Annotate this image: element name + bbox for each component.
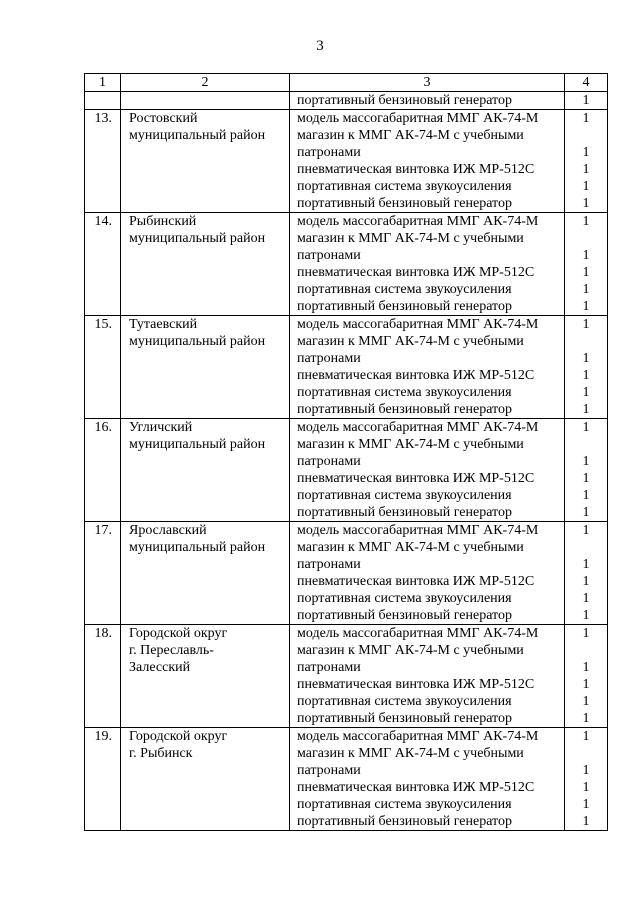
qty-spacer xyxy=(565,642,607,659)
qty-value: 1 xyxy=(582,574,590,589)
item-cell xyxy=(290,110,565,213)
item-line: модель массогабаритная ММГ АК-74-М xyxy=(297,523,539,538)
continuation-row xyxy=(85,92,608,110)
qty-cell xyxy=(565,625,608,728)
region-cell xyxy=(121,419,290,522)
qty-value: 1 xyxy=(582,729,590,744)
item-line: портативная система звукоусиления xyxy=(297,797,512,812)
row-number: 19. xyxy=(94,729,112,744)
region-line: муниципальный район xyxy=(129,540,266,555)
region-line: муниципальный район xyxy=(129,437,266,452)
item-line: модель массогабаритная ММГ АК-74-М xyxy=(297,317,539,332)
region-line: Залесский xyxy=(129,660,191,675)
item-line: портативный бензиновый генератор xyxy=(297,299,512,314)
item-line: патронами xyxy=(297,248,361,263)
region-line: Угличский xyxy=(129,420,193,435)
number-cell xyxy=(85,92,121,110)
item-line: портативная система звукоусиления xyxy=(297,282,512,297)
page-number: 3 xyxy=(316,38,324,54)
item-line: портативная система звукоусиления xyxy=(297,179,512,194)
qty-value: 1 xyxy=(582,214,590,229)
header-row xyxy=(85,74,608,92)
number-cell xyxy=(85,522,121,625)
number-cell xyxy=(85,625,121,728)
qty-value: 1 xyxy=(582,505,590,520)
table-row xyxy=(85,213,608,316)
item-line: портативная система звукоусиления xyxy=(297,385,512,400)
region-cell xyxy=(121,213,290,316)
qty-value: 1 xyxy=(582,523,590,538)
qty-value: 1 xyxy=(582,814,590,829)
item-line: портативный бензиновый генератор xyxy=(297,608,512,623)
qty-value: 1 xyxy=(582,420,590,435)
item-line: патронами xyxy=(297,557,361,572)
qty-value: 1 xyxy=(582,591,590,606)
qty-spacer xyxy=(565,436,607,453)
item-line: патронами xyxy=(297,454,361,469)
region-line: Городской округ xyxy=(129,729,228,744)
region-cell xyxy=(121,316,290,419)
table-row xyxy=(85,316,608,419)
region-cell xyxy=(121,92,290,110)
item-line: модель массогабаритная ММГ АК-74-М xyxy=(297,214,539,229)
row-number: 17. xyxy=(94,523,112,538)
row-number: 13. xyxy=(94,111,112,126)
region-line: муниципальный район xyxy=(129,231,266,246)
qty-value: 1 xyxy=(582,711,590,726)
qty-value: 1 xyxy=(582,626,590,641)
qty-cell xyxy=(565,92,608,110)
item-line: пневматическая винтовка ИЖ МР-512С xyxy=(297,677,535,692)
qty-value: 1 xyxy=(582,454,590,469)
qty-cell xyxy=(565,316,608,419)
qty-value: 1 xyxy=(582,282,590,297)
item-cell xyxy=(290,625,565,728)
item-line: патронами xyxy=(297,763,361,778)
item-line: пневматическая винтовка ИЖ МР-512С xyxy=(297,368,535,383)
qty-spacer xyxy=(565,127,607,144)
qty-cell xyxy=(565,110,608,213)
header-cell: 1 xyxy=(85,74,121,92)
region-cell xyxy=(121,625,290,728)
item-cell xyxy=(290,92,565,110)
qty-cell xyxy=(565,213,608,316)
number-cell xyxy=(85,316,121,419)
region-line: Городской округ xyxy=(129,626,228,641)
qty-value: 1 xyxy=(582,265,590,280)
item-line: модель массогабаритная ММГ АК-74-М xyxy=(297,729,539,744)
qty-value: 1 xyxy=(582,763,590,778)
qty-value: 1 xyxy=(582,385,590,400)
qty-value: 1 xyxy=(582,471,590,486)
qty-cell xyxy=(565,522,608,625)
item-line: магазин к ММГ АК-74-М с учебными xyxy=(297,231,524,246)
item-line: портативный бензиновый генератор xyxy=(297,711,512,726)
header-cell: 3 xyxy=(290,74,565,92)
item-line: модель массогабаритная ММГ АК-74-М xyxy=(297,420,539,435)
qty-value: 1 xyxy=(582,93,590,108)
qty-value: 1 xyxy=(582,660,590,675)
row-number: 14. xyxy=(94,214,112,229)
item-line: пневматическая винтовка ИЖ МР-512С xyxy=(297,780,535,795)
number-cell xyxy=(85,213,121,316)
table-row xyxy=(85,419,608,522)
table-body xyxy=(85,74,608,831)
qty-value: 1 xyxy=(582,402,590,417)
item-line: патронами xyxy=(297,660,361,675)
item-line: пневматическая винтовка ИЖ МР-512С xyxy=(297,471,535,486)
item-line: портативная система звукоусиления xyxy=(297,694,512,709)
qty-value: 1 xyxy=(582,317,590,332)
item-line: портативный бензиновый генератор xyxy=(297,196,512,211)
row-number: 18. xyxy=(94,626,112,641)
region-line: Ярославский xyxy=(129,523,207,538)
item-cell xyxy=(290,316,565,419)
qty-value: 1 xyxy=(582,608,590,623)
qty-cell xyxy=(565,419,608,522)
equipment-table xyxy=(84,73,608,831)
item-cell xyxy=(290,213,565,316)
item-line: модель массогабаритная ММГ АК-74-М xyxy=(297,626,539,641)
qty-value: 1 xyxy=(582,694,590,709)
item-line: патронами xyxy=(297,351,361,366)
qty-value: 1 xyxy=(582,780,590,795)
item-line: магазин к ММГ АК-74-М с учебными xyxy=(297,334,524,349)
table-row xyxy=(85,625,608,728)
item-cell xyxy=(290,522,565,625)
region-line: муниципальный район xyxy=(129,334,266,349)
qty-value: 1 xyxy=(582,145,590,160)
qty-cell xyxy=(565,728,608,831)
item-line: портативный бензиновый генератор xyxy=(297,402,512,417)
item-line: портативный бензиновый генератор xyxy=(297,814,512,829)
region-line: муниципальный район xyxy=(129,128,266,143)
number-cell xyxy=(85,110,121,213)
qty-value: 1 xyxy=(582,299,590,314)
region-line: г. Переславль- xyxy=(129,643,214,658)
table-row xyxy=(85,522,608,625)
item-line: патронами xyxy=(297,145,361,160)
item-line: пневматическая винтовка ИЖ МР-512С xyxy=(297,162,535,177)
qty-value: 1 xyxy=(582,248,590,263)
qty-value: 1 xyxy=(582,368,590,383)
row-number: 15. xyxy=(94,317,112,332)
qty-value: 1 xyxy=(582,351,590,366)
qty-value: 1 xyxy=(582,797,590,812)
row-number: 16. xyxy=(94,420,112,435)
region-line: Тутаевский xyxy=(129,317,198,332)
region-cell xyxy=(121,728,290,831)
region-cell xyxy=(121,110,290,213)
item-line: пневматическая винтовка ИЖ МР-512С xyxy=(297,574,535,589)
header-cell: 4 xyxy=(565,74,608,92)
qty-value: 1 xyxy=(582,488,590,503)
region-cell xyxy=(121,522,290,625)
item-line: магазин к ММГ АК-74-М с учебными xyxy=(297,128,524,143)
table-row xyxy=(85,110,608,213)
region-line: Ростовский xyxy=(129,111,198,126)
qty-value: 1 xyxy=(582,162,590,177)
qty-value: 1 xyxy=(582,111,590,126)
item-line: модель массогабаритная ММГ АК-74-М xyxy=(297,111,539,126)
qty-value: 1 xyxy=(582,677,590,692)
item-cell xyxy=(290,728,565,831)
region-line: г. Рыбинск xyxy=(129,746,193,761)
item-line: портативный бензиновый генератор xyxy=(297,505,512,520)
qty-spacer xyxy=(565,333,607,350)
item-line: пневматическая винтовка ИЖ МР-512С xyxy=(297,265,535,280)
qty-spacer xyxy=(565,539,607,556)
number-cell xyxy=(85,728,121,831)
number-cell xyxy=(85,419,121,522)
item-line: магазин к ММГ АК-74-М с учебными xyxy=(297,437,524,452)
table-row xyxy=(85,728,608,831)
qty-value: 1 xyxy=(582,557,590,572)
qty-value: 1 xyxy=(582,196,590,211)
qty-value: 1 xyxy=(582,179,590,194)
item-line: портативная система звукоусиления xyxy=(297,591,512,606)
item-line: магазин к ММГ АК-74-М с учебными xyxy=(297,540,524,555)
item-cell xyxy=(290,419,565,522)
item-line: портативная система звукоусиления xyxy=(297,488,512,503)
qty-spacer xyxy=(565,230,607,247)
item-line: магазин к ММГ АК-74-М с учебными xyxy=(297,643,524,658)
item-line: магазин к ММГ АК-74-М с учебными xyxy=(297,746,524,761)
header-cell: 2 xyxy=(121,74,290,92)
region-line: Рыбинский xyxy=(129,214,197,229)
item-line: портативный бензиновый генератор xyxy=(297,93,512,108)
qty-spacer xyxy=(565,745,607,762)
